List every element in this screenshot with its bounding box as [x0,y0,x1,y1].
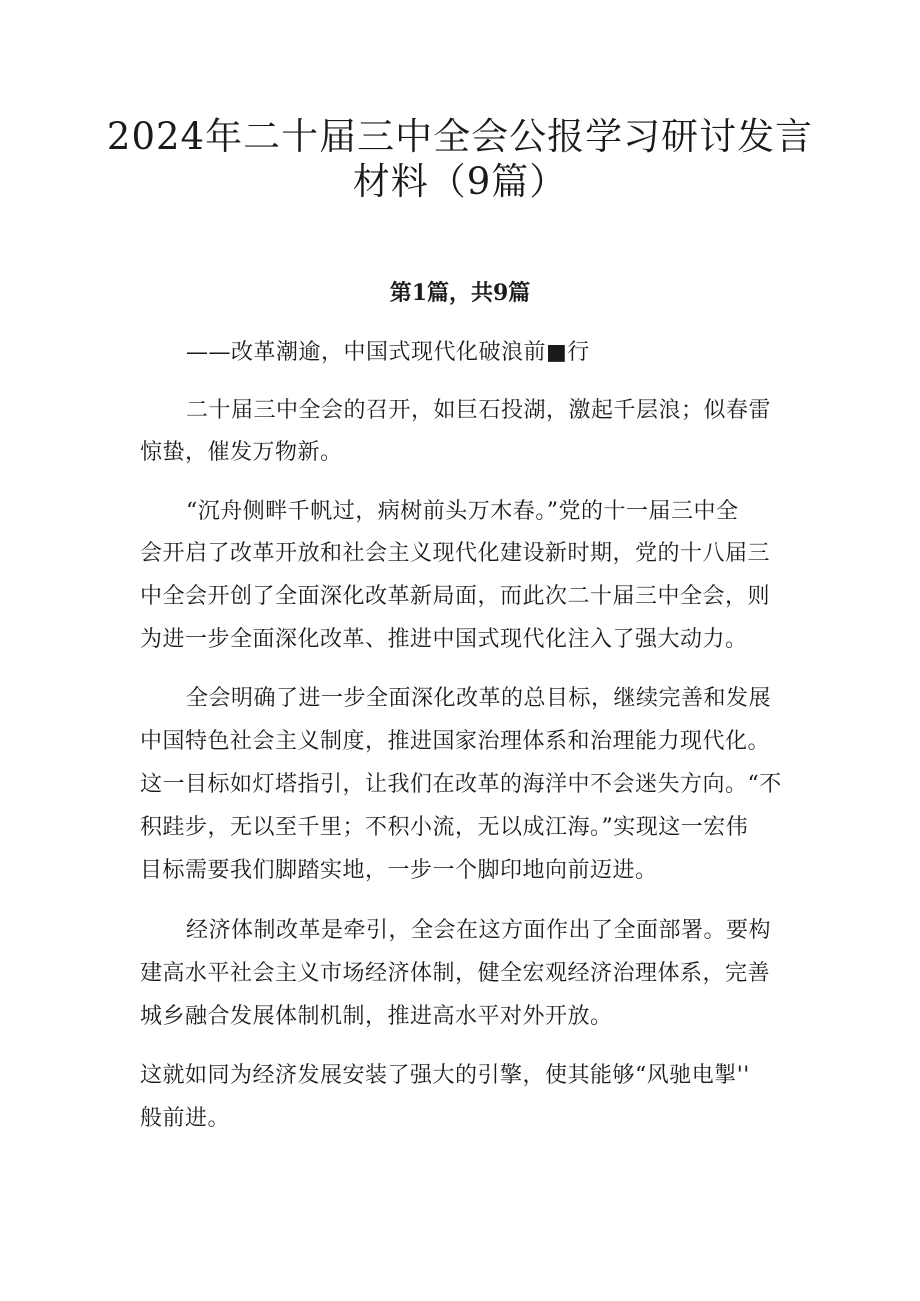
paragraph-line: 城乡融合发展体制机制，推进高水平对外开放。 [140,1004,613,1029]
paragraph-line: 积跬步，无以至千里；不积小流，无以成江海。”实现这一宏伟 [140,815,749,840]
paragraph-line: “沉舟侧畔千帆过，病树前头万木春。”党的十一届三中全 [186,499,739,524]
document-title-line-2: 材料（9篇） [352,160,568,203]
paragraph-line: 全会明确了进一步全面深化改革的总目标，继续完善和发展 [186,686,772,711]
paragraph-line: 为进一步全面深化改革、推进中国式现代化注入了强大动力。 [140,627,748,652]
paragraph-line: 二十届三中全会的召开，如巨石投湖，激起千层浪；似春雷 [186,398,772,423]
paragraph-line: 建高水平社会主义市场经济体制，健全宏观经济治理体系，完善 [140,961,771,986]
paragraph-line: 会开启了改革开放和社会主义现代化建设新时期，党的十八届三 [140,541,771,566]
paragraph-line: 中全会开创了全面深化改革新局面，而此次二十届三中全会，则 [140,584,771,609]
section-subtitle: ——改革潮逾，中国式现代化破浪前■行 [186,340,590,365]
paragraph-line: 般前进。 [140,1106,231,1131]
paragraph-line: 这就如同为经济发展安装了强大的引擎，使其能够“风驰电掣'' [140,1063,750,1088]
section-heading: 第1篇，共9篇 [389,280,531,306]
paragraph-line: 中国特色社会主义制度，推进国家治理体系和治理能力现代化。 [140,729,771,754]
paragraph-line: 这一目标如灯塔指引，让我们在改革的海洋中不会迷失方向。“不 [140,772,782,797]
document-title-line-1: 2024年二十届三中全会公报学习研讨发言 [106,115,814,158]
paragraph-line: 惊蛰，催发万物新。 [140,440,343,465]
paragraph-line: 目标需要我们脚踏实地，一步一个脚印地向前迈进。 [140,858,658,883]
paragraph-line: 经济体制改革是牵引，全会在这方面作出了全面部署。要构 [186,918,772,943]
